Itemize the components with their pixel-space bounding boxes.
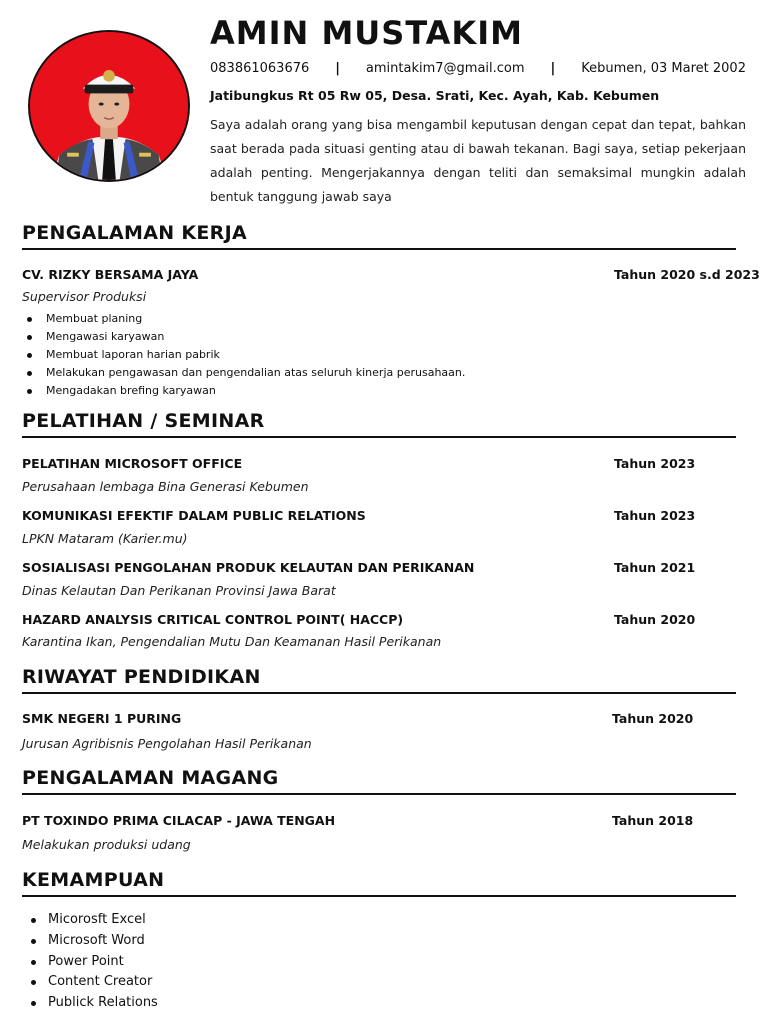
skill-item: Power Point (48, 952, 158, 973)
skill-item: Content Creator (48, 972, 158, 993)
work-year: Tahun 2020 s.d 2023 (614, 267, 760, 282)
list-item: Membuat laporan harian pabrik (44, 346, 465, 364)
list-item: Melakukan pengawasan dan pengendalian atas seluruh kinerja perusahaan. (44, 364, 465, 382)
skill-item: Microsoft Word (48, 931, 158, 952)
section-title-training: PELATIHAN / SEMINAR (22, 410, 736, 438)
internship-year: Tahun 2018 (612, 813, 694, 828)
internship-company: PT TOXINDO PRIMA CILACAP - JAWA TENGAH (22, 813, 336, 828)
section-title-education: RIWAYAT PENDIDIKAN (22, 666, 736, 694)
training-organizer: LPKN Mataram (Karier.mu) (22, 531, 188, 546)
person-portrait-icon (30, 32, 188, 180)
list-item: Mengawasi karyawan (44, 328, 465, 346)
work-task-list (44, 310, 465, 400)
birth-place-date: Kebumen, 03 Maret 2002 (581, 61, 746, 76)
work-company: CV. RIZKY BERSAMA JAYA (22, 267, 199, 282)
phone-number: 083861063676 (210, 61, 310, 76)
training-name: SOSIALISASI PENGOLAHAN PRODUK KELAUTAN DAN PERIKANAN (22, 560, 475, 575)
training-name: HAZARD ANALYSIS CRITICAL CONTROL POINT( HACCP) (22, 612, 404, 627)
training-organizer: Perusahaan lembaga Bina Generasi Kebumen (22, 479, 309, 494)
skill-item: Micorosft Excel (48, 910, 158, 931)
person-name: AMIN MUSTAKIM (210, 14, 523, 52)
email-address: amintakim7@gmail.com (365, 61, 525, 76)
section-title-internship: PENGALAMAN MAGANG (22, 767, 736, 795)
home-address: Jatibungkus Rt 05 Rw 05, Desa. Srati, Kec. Ayah, Kab. Kebumen (210, 88, 660, 103)
list-item: Mengadakan brefing karyawan (44, 382, 465, 400)
profile-summary: Saya adalah orang yang bisa mengambil keputusan dengan cepat dan tepat, bahkan saat berada pada situasi genting atau di bawah tekanan. Bagi saya, setiap pekerjaan adalah penting. Mengerjakannya dengan teliti dan semaksimal mungkin adalah bentuk tanggung jawab saya (210, 117, 746, 204)
training-year: Tahun 2023 (614, 508, 696, 523)
training-name: KOMUNIKASI EFEKTIF DALAM PUBLIC RELATIONS (22, 508, 366, 523)
training-year: Tahun 2020 (614, 612, 696, 627)
internship-description: Melakukan produksi udang (22, 837, 191, 852)
training-organizer: Karantina Ikan, Pengendalian Mutu Dan Keamanan Hasil Perikanan (22, 634, 442, 649)
section-title-skills: KEMAMPUAN (22, 869, 736, 897)
separator: | (335, 61, 340, 76)
training-name: PELATIHAN MICROSOFT OFFICE (22, 456, 243, 471)
education-year: Tahun 2020 (612, 711, 694, 726)
contact-row (210, 61, 746, 76)
education-major: Jurusan Agribisnis Pengolahan Hasil Perikanan (22, 736, 312, 751)
training-year: Tahun 2021 (614, 560, 696, 575)
skills-list (48, 910, 158, 1014)
separator: | (550, 61, 556, 76)
training-organizer: Dinas Kelautan Dan Perikanan Provinsi Jawa Barat (22, 583, 336, 598)
list-item: Membuat planing (44, 310, 465, 328)
education-school: SMK NEGERI 1 PURING (22, 711, 182, 726)
work-role: Supervisor Produksi (22, 289, 147, 304)
profile-photo (28, 30, 190, 182)
training-year: Tahun 2023 (614, 456, 696, 471)
section-title-work: PENGALAMAN KERJA (22, 222, 736, 250)
skill-item: Publick Relations (48, 993, 158, 1014)
